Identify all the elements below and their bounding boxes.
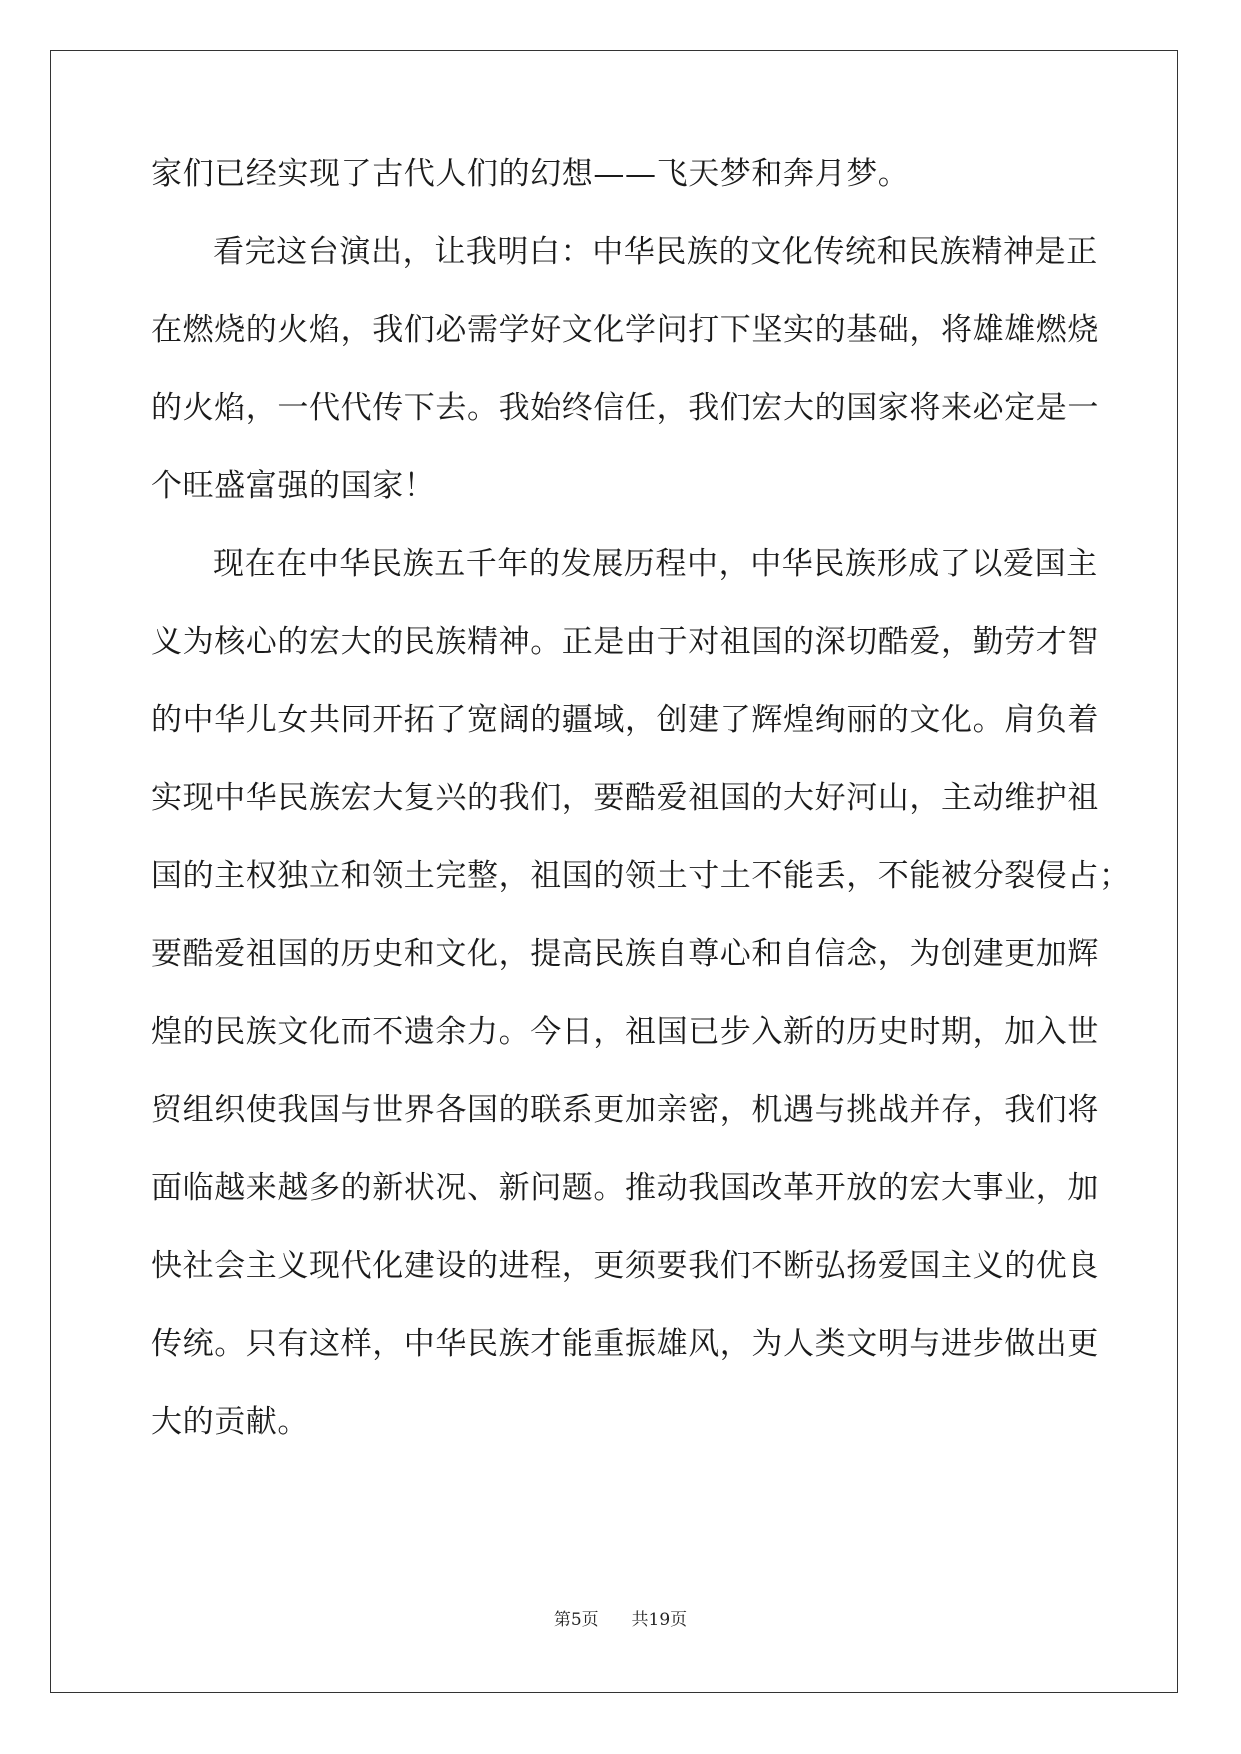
text-line: 在燃烧的火焰，我们必需学好文化学问打下坚实的基础，将雄雄燃烧: [151, 312, 1099, 348]
text-line: 家们已经实现了古代人们的幻想——飞天梦和奔月梦。: [151, 156, 910, 192]
text-line: 面临越来越多的新状况、新问题。推动我国改革开放的宏大事业，加: [151, 1170, 1099, 1206]
page-total: 共19页: [631, 1610, 688, 1630]
page-number: 第5页: [553, 1610, 599, 1630]
text-line: 义为核心的宏大的民族精神。正是由于对祖国的深切酷爱，勤劳才智: [151, 624, 1099, 660]
text-line: 实现中华民族宏大复兴的我们，要酷爱祖国的大好河山，主动维护祖: [151, 780, 1099, 816]
text-line: 现在在中华民族五千年的发展历程中，中华民族形成了以爱国主: [213, 546, 1098, 582]
text-line: 看完这台演出，让我明白：中华民族的文化传统和民族精神是正: [213, 234, 1098, 270]
text-line: 个旺盛富强的国家！: [151, 468, 436, 504]
text-line: 的中华儿女共同开拓了宽阔的疆域，创建了辉煌绚丽的文化。肩负着: [151, 702, 1099, 738]
text-line: 快社会主义现代化建设的进程，更须要我们不断弘扬爱国主义的优良: [151, 1248, 1099, 1284]
document-body: [151, 155, 1131, 1481]
page-footer: [0, 1605, 1241, 1630]
text-line: 贸组织使我国与世界各国的联系更加亲密，机遇与挑战并存，我们将: [151, 1092, 1099, 1128]
text-line: 煌的民族文化而不遗余力。今日，祖国已步入新的历史时期，加入世: [151, 1014, 1099, 1050]
text-line: 国的主权独立和领土完整，祖国的领土寸土不能丢，不能被分裂侵占；: [151, 858, 1131, 894]
text-line: 传统。只有这样，中华民族才能重振雄风，为人类文明与进步做出更: [151, 1326, 1099, 1362]
text-line: 的火焰，一代代传下去。我始终信任，我们宏大的国家将来必定是一: [151, 390, 1099, 426]
text-line: 大的贡献。: [151, 1404, 309, 1440]
text-line: 要酷爱祖国的历史和文化，提高民族自尊心和自信念，为创建更加辉: [151, 936, 1099, 972]
